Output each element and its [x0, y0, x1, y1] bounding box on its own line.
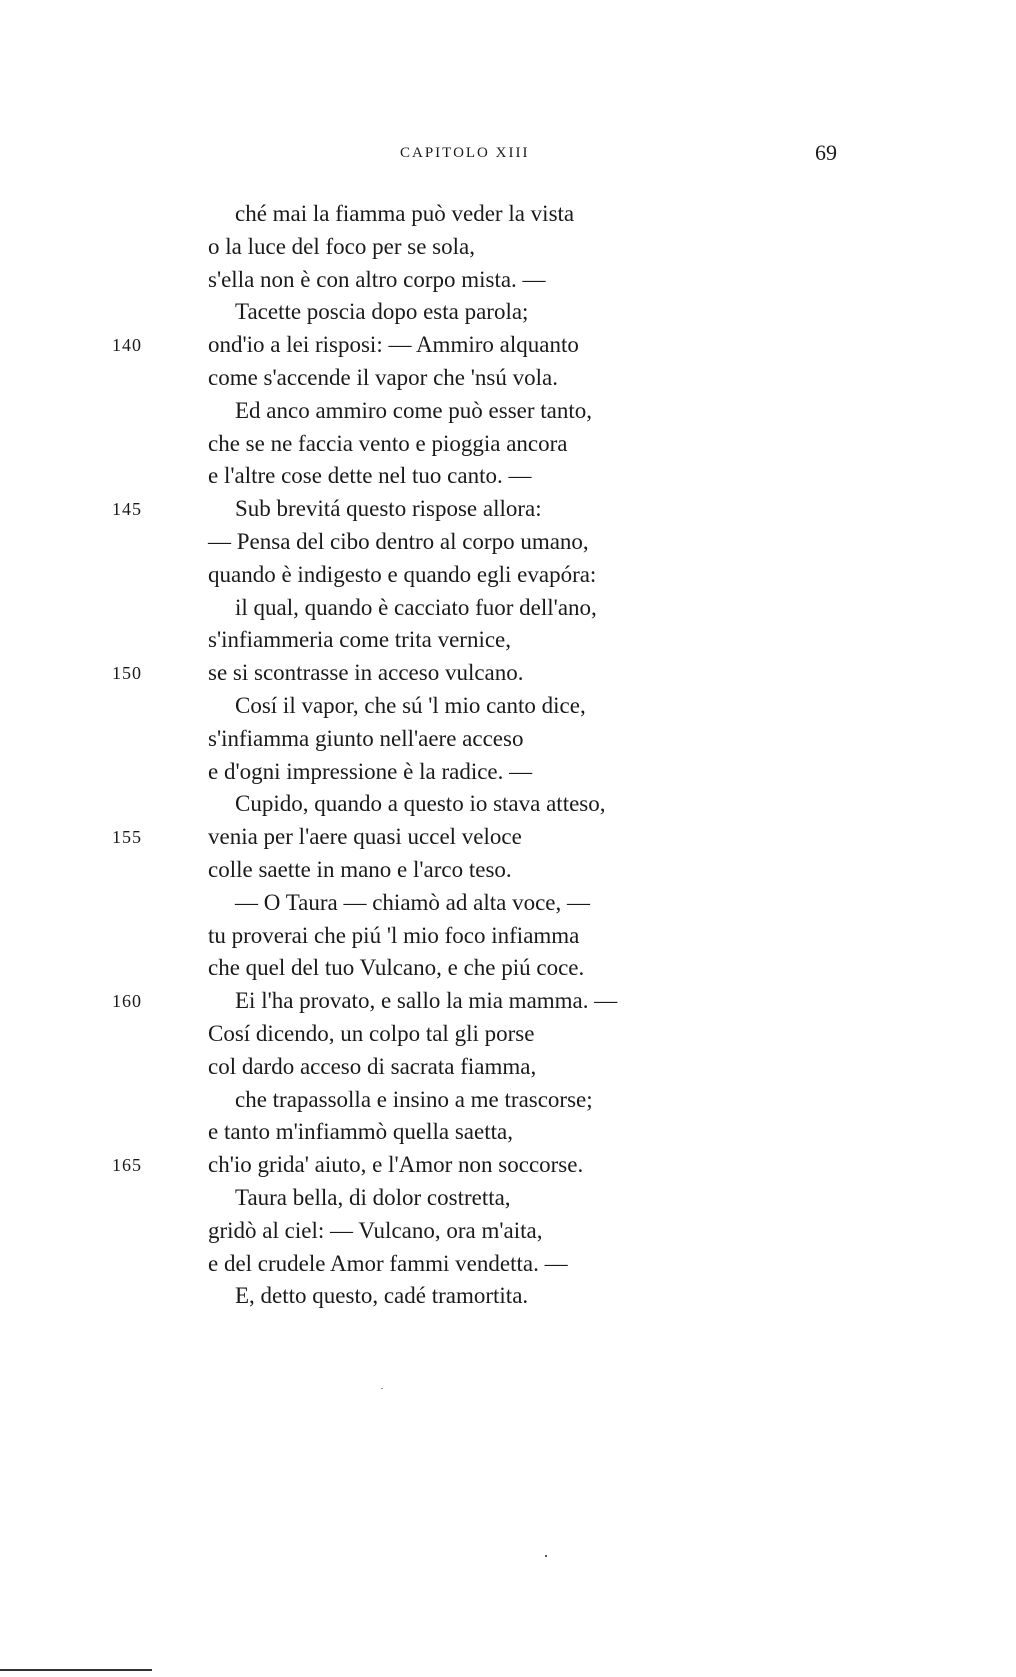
verse-line — [0, 329, 1016, 362]
verse-text: quando è indigesto e quando egli evapóra: — [208, 561, 597, 587]
verse-text: tu proverai che piú 'l mio foco infiamma — [208, 922, 580, 948]
verse-line — [0, 1084, 1016, 1117]
verse-text: — O Taura — chiamò ad alta voce, — — [235, 889, 590, 915]
print-speck — [545, 1555, 547, 1557]
verse-line — [0, 756, 1016, 789]
verse-text: e d'ogni impressione è la radice. — — [208, 758, 533, 784]
verse-line — [0, 854, 1016, 887]
verse-line — [0, 1051, 1016, 1084]
verse-block — [0, 198, 1016, 1313]
verse-line — [0, 920, 1016, 953]
verse-line — [0, 460, 1016, 493]
verse-text: colle saette in mano e l'arco teso. — [208, 856, 512, 882]
verse-text: e del crudele Amor fammi vendetta. — — [208, 1250, 568, 1276]
verse-line — [0, 198, 1016, 231]
verse-line — [0, 296, 1016, 329]
line-number: 150 — [112, 663, 142, 684]
verse-line — [0, 821, 1016, 854]
verse-line — [0, 887, 1016, 920]
verse-text: il qual, quando è cacciato fuor dell'ano, — [235, 594, 597, 620]
verse-line — [0, 395, 1016, 428]
verse-line — [0, 1182, 1016, 1215]
line-number: 145 — [112, 499, 142, 520]
verse-line — [0, 723, 1016, 756]
verse-text: — Pensa del cibo dentro al corpo umano, — [208, 528, 589, 554]
verse-line — [0, 1018, 1016, 1051]
scan-edge-rule — [0, 1669, 152, 1671]
running-head: CAPITOLO XIII — [400, 145, 530, 161]
verse-line — [0, 264, 1016, 297]
verse-text: col dardo acceso di sacrata fiamma, — [208, 1053, 537, 1079]
verse-text: se si scontrasse in acceso vulcano. — [208, 660, 524, 686]
verse-text: Tacette poscia dopo esta parola; — [235, 299, 529, 325]
page-number: 69 — [815, 140, 837, 165]
verse-line — [0, 592, 1016, 625]
verse-text: E, detto questo, cadé tramortita. — [235, 1283, 529, 1309]
verse-line — [0, 624, 1016, 657]
verse-text: come s'accende il vapor che 'nsú vola. — [208, 364, 558, 390]
verse-line — [0, 985, 1016, 1018]
verse-text: Taura bella, di dolor costretta, — [235, 1184, 511, 1210]
verse-text: s'infiamma giunto nell'aere acceso — [208, 725, 524, 751]
verse-text: ché mai la fiamma può veder la vista — [235, 201, 575, 226]
verse-line — [0, 231, 1016, 264]
verse-text: Cosí dicendo, un colpo tal gli porse — [208, 1020, 535, 1046]
verse-text: che trapassolla e insino a me trascorse; — [235, 1086, 593, 1112]
verse-text: Cosí il vapor, che sú 'l mio canto dice, — [235, 692, 586, 718]
verse-text: s'infiammeria come trita vernice, — [208, 627, 512, 653]
verse-line — [0, 1215, 1016, 1248]
verse-line — [0, 1116, 1016, 1149]
verse-text: venia per l'aere quasi uccel veloce — [208, 824, 522, 850]
verse-line — [0, 1149, 1016, 1182]
print-speck — [381, 1388, 383, 1389]
line-number: 160 — [112, 991, 142, 1012]
verse-text: o la luce del foco per se sola, — [208, 233, 475, 259]
verse-text: e l'altre cose dette nel tuo canto. — — [208, 463, 532, 489]
verse-text: ch'io grida' aiuto, e l'Amor non soccorse. — [208, 1152, 584, 1178]
verse-line — [0, 788, 1016, 821]
verse-text: Sub brevitá questo rispose allora: — [235, 496, 542, 522]
verse-text: Ed anco ammiro come può esser tanto, — [235, 397, 593, 423]
verse-text: e tanto m'infiammò quella saetta, — [208, 1119, 513, 1145]
verse-text: gridò al ciel: — Vulcano, ora m'aita, — [208, 1217, 543, 1243]
verse-line — [0, 952, 1016, 985]
verse-line — [0, 1280, 1016, 1313]
verse-text: ond'io a lei risposi: — Ammiro alquanto — [208, 332, 579, 358]
verse-text: che se ne faccia vento e pioggia ancora — [208, 430, 568, 456]
verse-line — [0, 657, 1016, 690]
line-number: 155 — [112, 827, 142, 848]
verse-text: Cupido, quando a questo io stava atteso, — [235, 791, 606, 817]
verse-line — [0, 362, 1016, 395]
line-number: 165 — [112, 1155, 142, 1176]
verse-text: Ei l'ha provato, e sallo la mia mamma. — — [235, 988, 618, 1014]
verse-line — [0, 690, 1016, 723]
verse-line — [0, 493, 1016, 526]
verse-line — [0, 526, 1016, 559]
verse-line — [0, 1248, 1016, 1281]
verse-text: s'ella non è con altro corpo mista. — — [208, 266, 546, 292]
verse-line — [0, 428, 1016, 461]
verse-line — [0, 559, 1016, 592]
line-number: 140 — [112, 335, 142, 356]
verse-text: che quel del tuo Vulcano, e che piú coce. — [208, 955, 585, 981]
